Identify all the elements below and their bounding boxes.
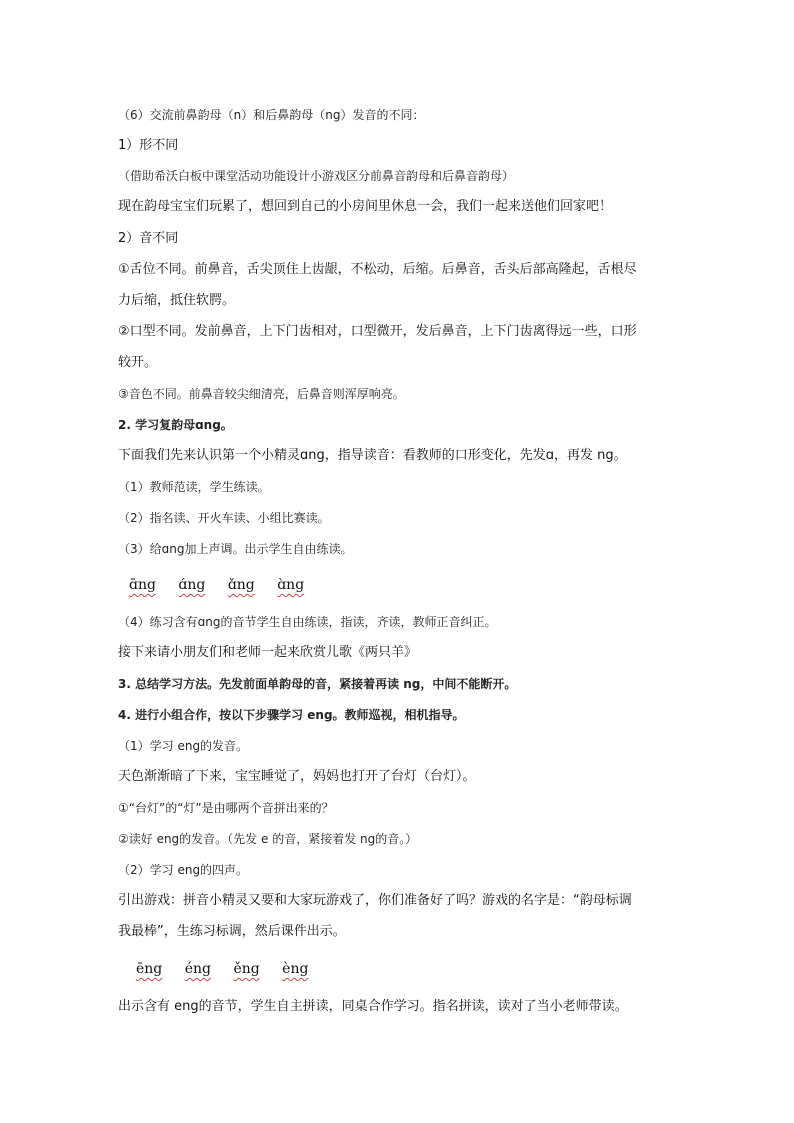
paragraph: 接下来请小朋友们和老师一起来欣赏儿歌《两只羊》: [118, 645, 418, 660]
pinyin-ang-tone3: ɑ̌ng: [227, 577, 255, 593]
note-text: （借助希沃白板中课堂活动功能设计小游戏区分前鼻音韵母和后鼻音韵母）: [118, 169, 515, 183]
pinyin-ang-tone2: ɑ́ng: [178, 577, 206, 593]
pinyin-eng-tone1: ēng: [136, 961, 163, 977]
list-item: （3）给ɑng加上声调。出示学生自由练读。: [118, 542, 353, 556]
paragraph: 我最棒”，生练习标调，然后课件出示。: [118, 924, 346, 939]
list-item: （2）学习 eng的四声。: [118, 863, 249, 877]
subheading: 1）形不同: [118, 138, 179, 153]
paragraph: 天色渐渐暗了下来，宝宝睡觉了，妈妈也打开了台灯（台灯）。: [118, 769, 476, 784]
section-heading: 3. 总结学习方法。先发前面单韵母的音，紧接着再读 ng，中间不能断开。: [118, 677, 517, 691]
paragraph: ①舌位不同。前鼻音，舌尖顶住上齿龈，不松动，后缩。后鼻音，舌头后部高隆起，舌根尽: [118, 262, 637, 277]
list-item: （2）指名读、开火车读、小组比赛读。: [118, 511, 330, 525]
pinyin-ang-row: [129, 576, 322, 594]
pinyin-ang-tone1: ɑ̄ng: [129, 577, 156, 593]
list-item: （4）练习含有ɑng的音节学生自由练读，指读，齐读，教师正音纠正。: [118, 615, 497, 629]
section-heading: 4. 进行小组合作，按以下步骤学习 eng。教师巡视，相机指导。: [118, 708, 465, 722]
pinyin-eng-tone4: èng: [282, 961, 309, 977]
subheading: 2）音不同: [118, 231, 179, 246]
paragraph: 下面我们先来认识第一个小精灵ɑng，指导读音：看教师的口形变化，先发ɑ，再发 ng。: [118, 448, 627, 463]
pinyin-eng-tone2: éng: [184, 961, 211, 977]
section-heading: 2. 学习复韵母ɑng。: [118, 418, 233, 432]
paragraph: ②口型不同。发前鼻音，上下门齿相对，口型微开，发后鼻音，上下门齿离得远一些，口形: [118, 324, 637, 339]
list-item: （1）教师范读，学生练读。: [118, 480, 270, 494]
paragraph: ②读好 eng的发音。（先发 e 的音，紧接着发 ng的音。）: [118, 832, 418, 846]
paragraph: 引出游戏：拼音小精灵又要和大家玩游戏了，你们准备好了吗？游戏的名字是：“韵母标调: [118, 893, 632, 908]
paragraph: ①“台灯”的“灯”是由哪两个音拼出来的？: [118, 801, 334, 815]
paragraph: 较开。: [118, 355, 158, 370]
paragraph: 现在韵母宝宝们玩累了，想回到自己的小房间里休息一会，我们一起来送他们回家吧！: [118, 199, 613, 214]
paragraph: ③音色不同。前鼻音较尖细清亮，后鼻音则浑厚响亮。: [118, 387, 405, 401]
pinyin-eng-tone3: ěng: [233, 961, 260, 977]
pinyin-eng-row: [136, 960, 326, 978]
list-item: （1）学习 eng的发音。: [118, 739, 249, 753]
pinyin-ang-tone4: ɑ̀ng: [277, 577, 305, 593]
paragraph: 力后缩，抵住软腭。: [118, 293, 236, 308]
section-heading: （6）交流前鼻韵母（n）和后鼻韵母（ng）发音的不同：: [118, 108, 425, 122]
paragraph: 出示含有 eng的音节，学生自主拼读，同桌合作学习。指名拼读，读对了当小老师带读。: [118, 999, 628, 1014]
